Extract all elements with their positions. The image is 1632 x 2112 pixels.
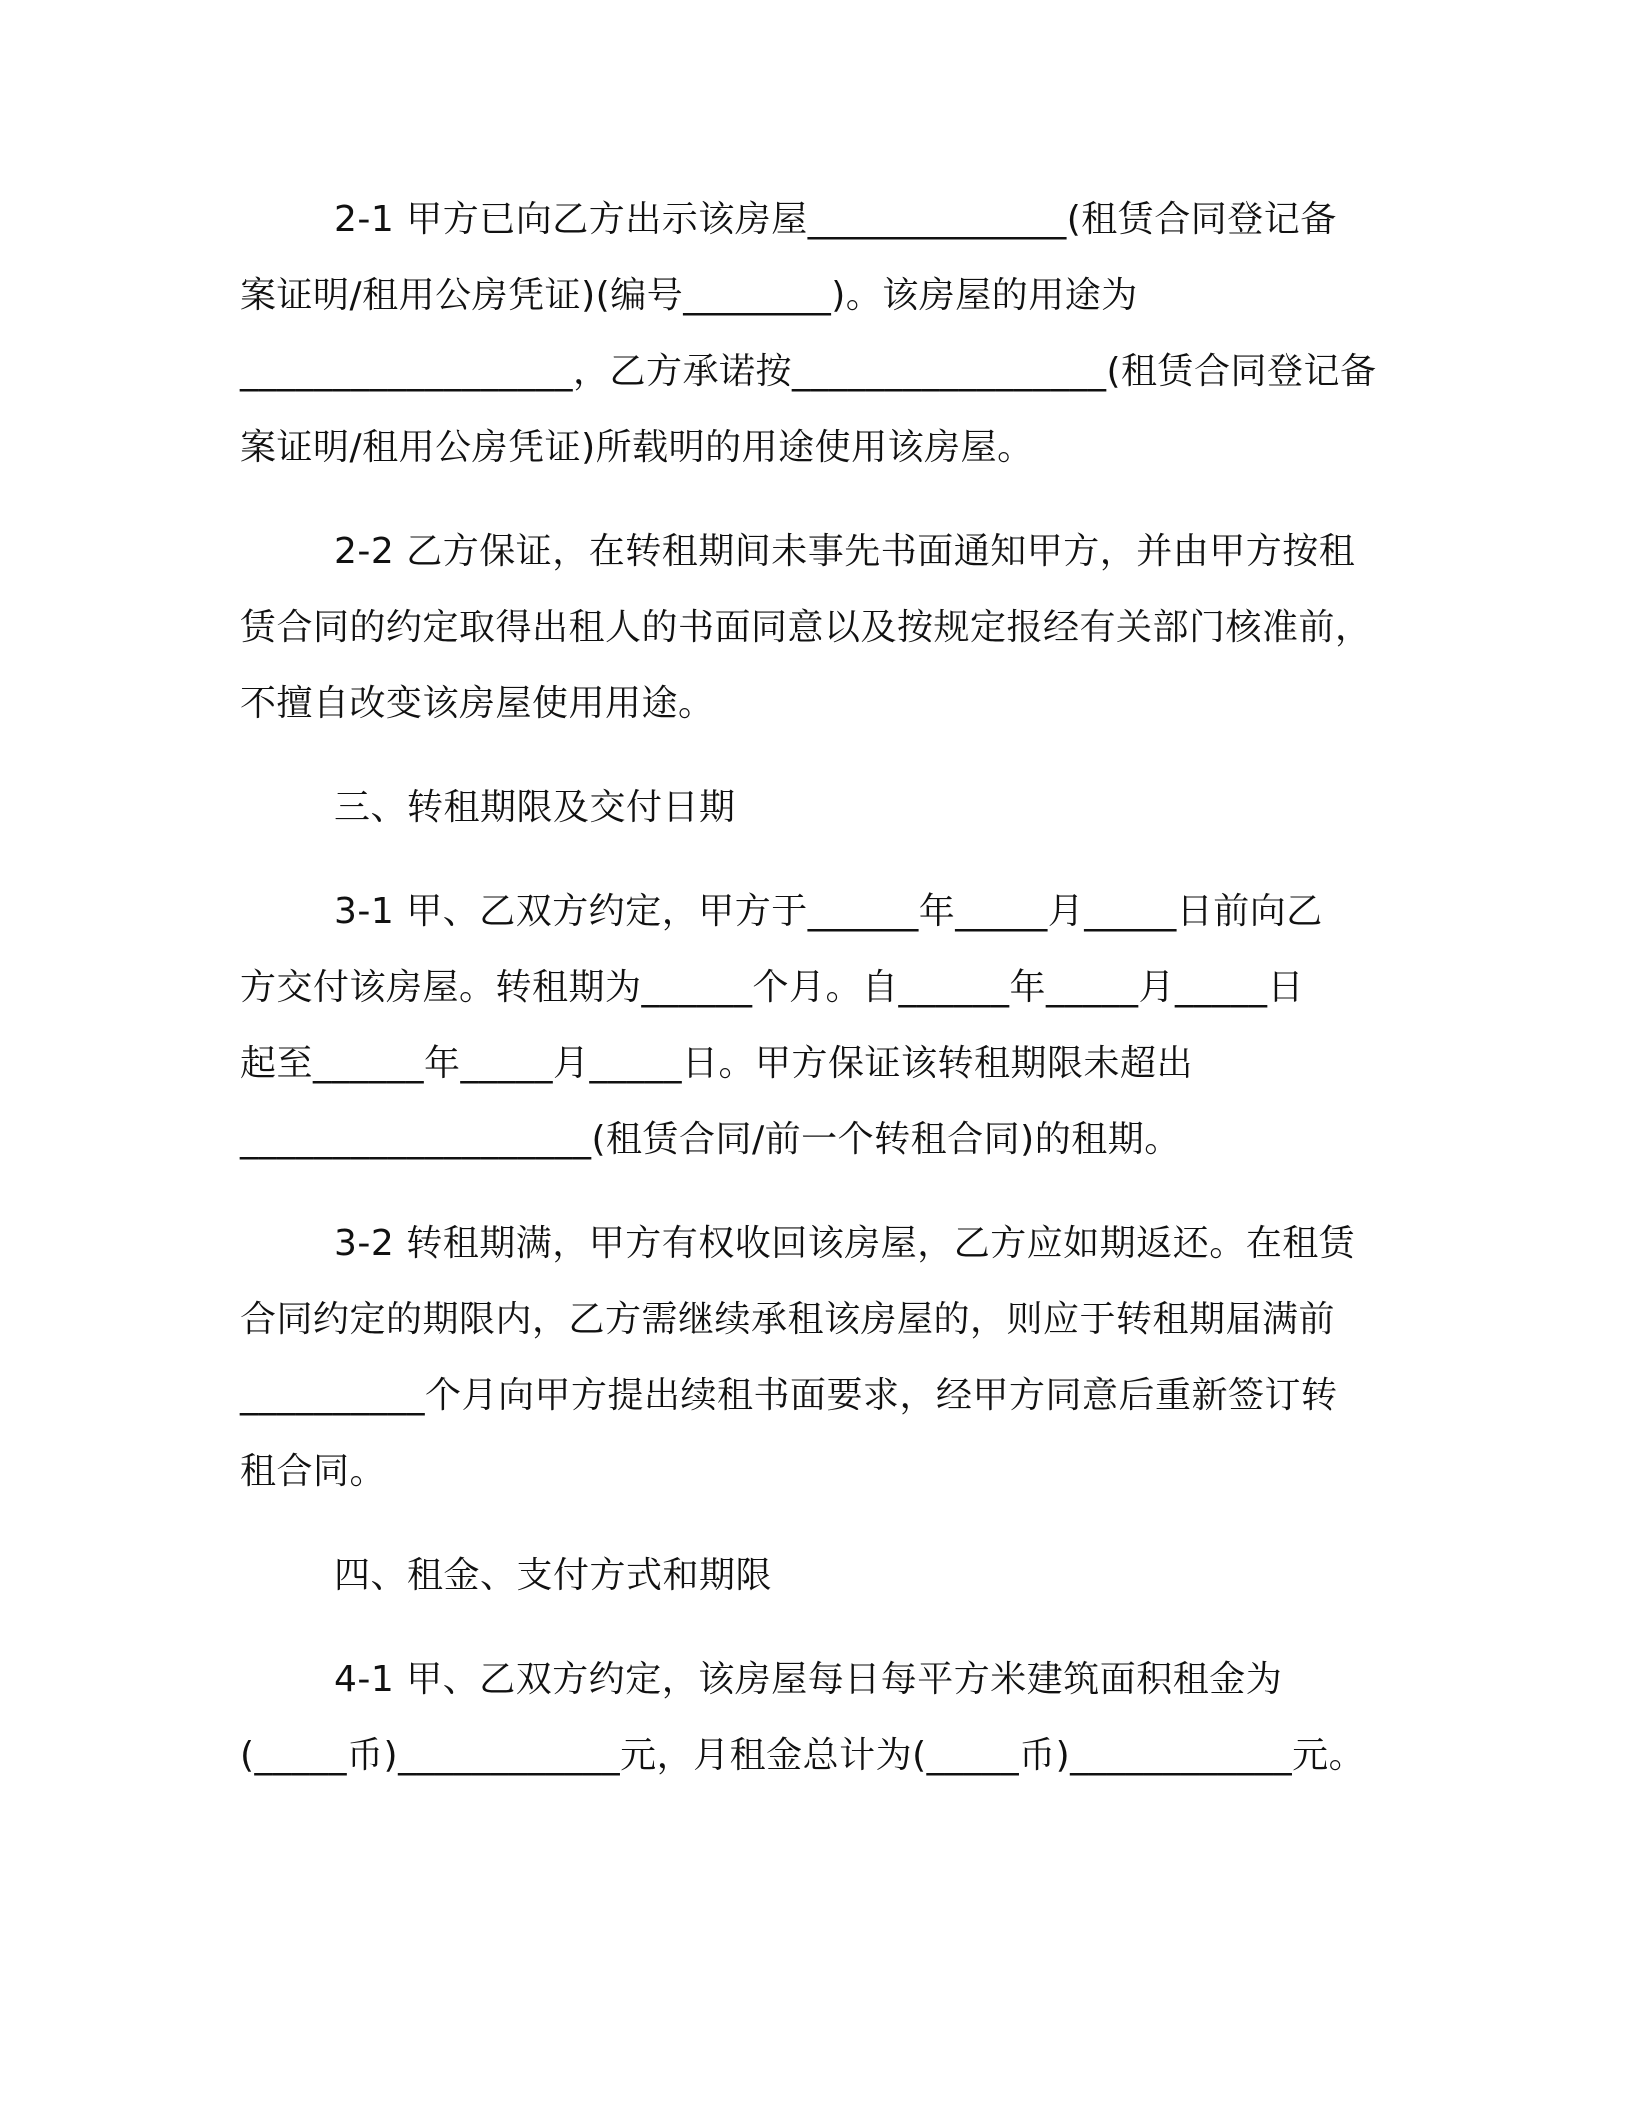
- clause-2-1-line-2: 案证明/租用公房凭证)(编号________)。该房屋的用途为: [240, 275, 1138, 316]
- clause-3-2-line-3: __________个月向甲方提出续租书面要求，经甲方同意后重新签订转: [240, 1375, 1338, 1416]
- clause-4-1-line-1: 4-1 甲、乙双方约定，该房屋每日每平方米建筑面积租金为: [334, 1659, 1283, 1700]
- clause-4-1-line-2: (_____币)____________元，月租金总计为(_____币)____________元。: [240, 1735, 1366, 1776]
- clause-3-1-line-3: 起至______年_____月_____日。甲方保证该转租期限未超出: [240, 1043, 1194, 1084]
- clause-2-1-line-4: 案证明/租用公房凭证)所载明的用途使用该房屋。: [240, 427, 1034, 468]
- clause-3-1-line-1: 3-1 甲、乙双方约定，甲方于______年_____月_____日前向乙: [334, 891, 1323, 932]
- clause-3-2-line-2: 合同约定的期限内，乙方需继续承租该房屋的，则应于转租期届满前: [240, 1299, 1336, 1340]
- clause-3-1-line-4: ___________________(租赁合同/前一个转租合同)的租期。: [240, 1119, 1181, 1160]
- clause-3-1-line-2: 方交付该房屋。转租期为______个月。自______年_____月_____日: [240, 967, 1305, 1008]
- section-4-heading: 四、租金、支付方式和期限: [334, 1555, 773, 1596]
- clause-2-2-line-1: 2-2 乙方保证，在转租期间未事先书面通知甲方，并由甲方按租: [334, 531, 1356, 572]
- clause-2-1-line-1: 2-1 甲方已向乙方出示该房屋______________(租赁合同登记备: [334, 199, 1337, 240]
- clause-2-1-line-3: __________________，乙方承诺按_________________(租赁合同登记备: [240, 351, 1377, 392]
- clause-2-2-line-3: 不擅自改变该房屋使用用途。: [240, 683, 715, 724]
- section-3-heading: 三、转租期限及交付日期: [334, 787, 736, 828]
- clause-2-2-line-2: 赁合同的约定取得出租人的书面同意以及按规定报经有关部门核准前，: [240, 607, 1372, 648]
- clause-3-2-line-1: 3-2 转租期满，甲方有权收回该房屋，乙方应如期返还。在租赁: [334, 1223, 1356, 1264]
- clause-3-2-line-4: 租合同。: [240, 1451, 387, 1492]
